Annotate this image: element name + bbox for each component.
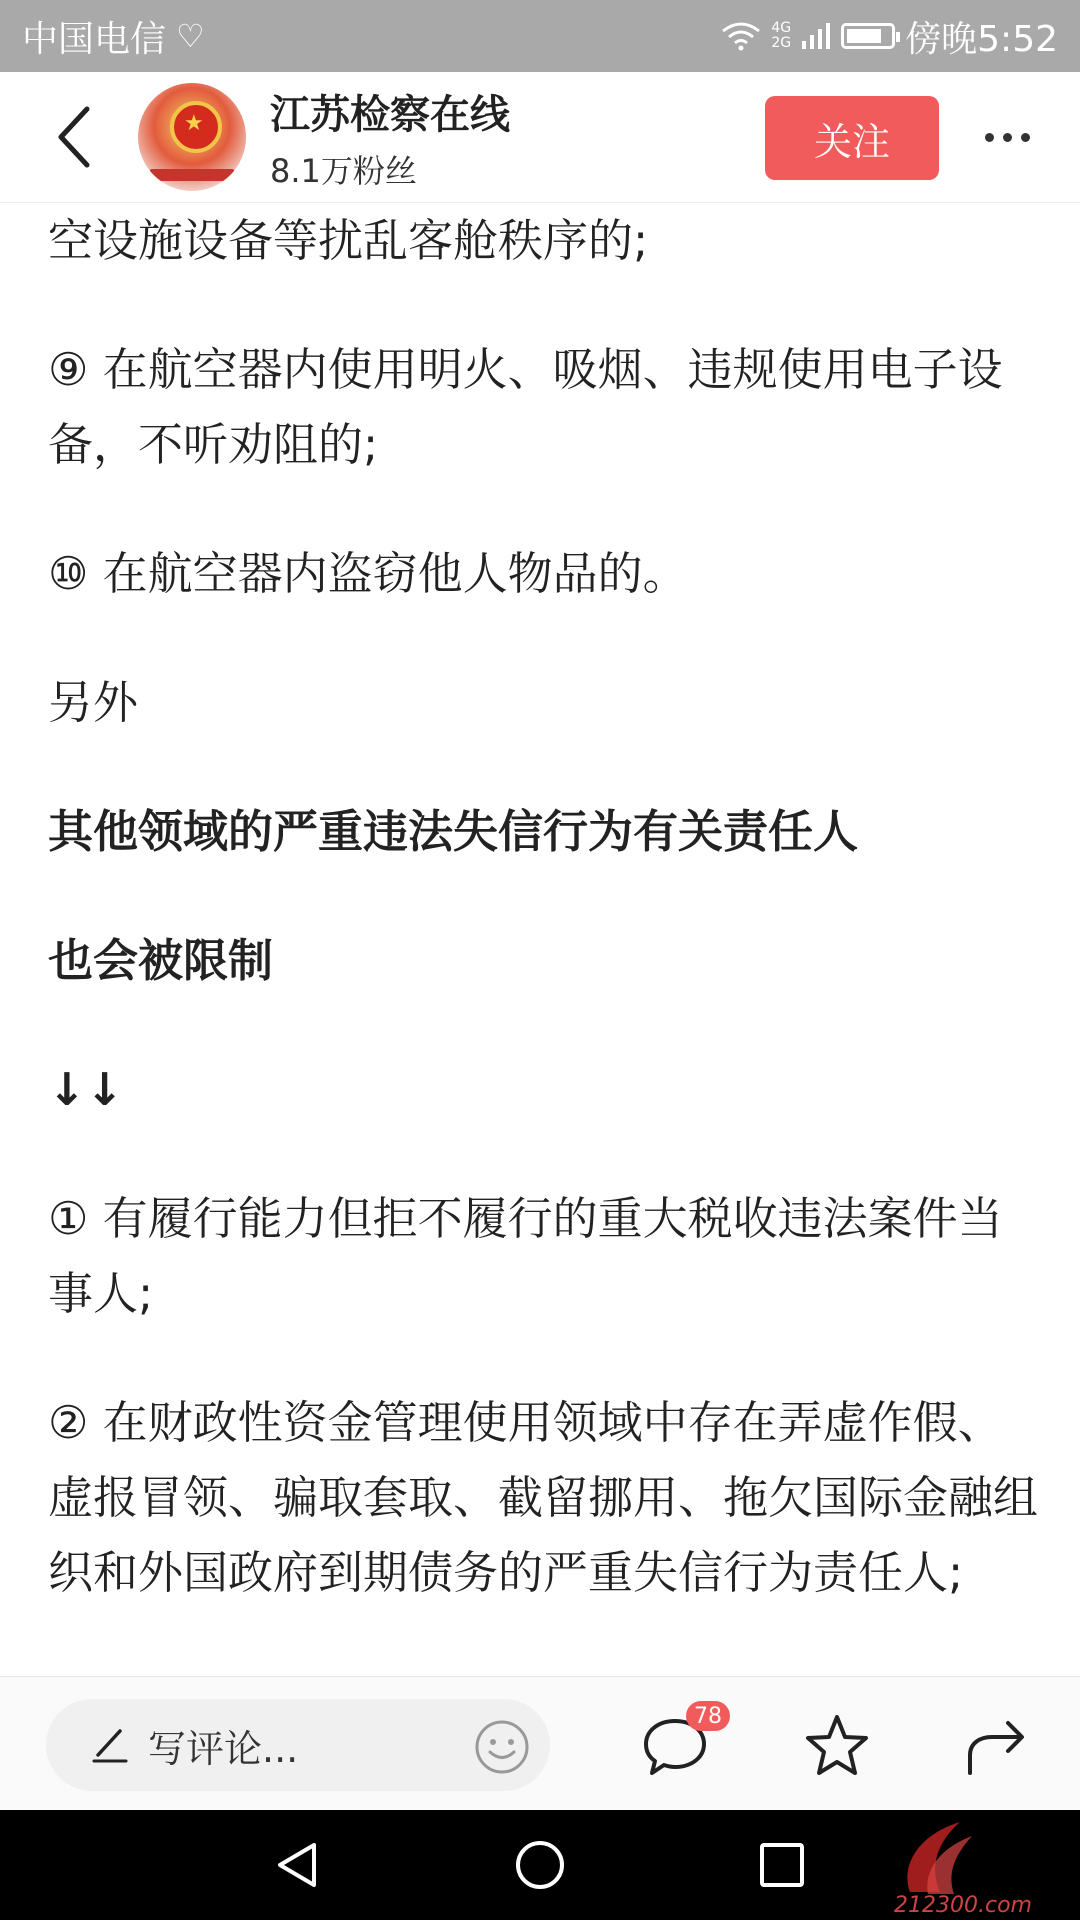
- article-paragraph: 另外: [48, 676, 139, 729]
- article-paragraph: ⑩ 在航空器内盗窃他人物品的。: [48, 547, 688, 600]
- more-dots-icon: [985, 133, 994, 142]
- network-type-bottom: 2G: [771, 35, 792, 51]
- watermark-text: 212300.com: [894, 1893, 1032, 1918]
- article-paragraph: ② 在财政性资金管理使用领域中存在弄虚作假、虚报冒领、骗取套取、截留挪用、拖欠国际金融组织和外国政府到期债务的严重失信行为责任人;: [48, 1396, 1038, 1599]
- article-paragraph-bold: 也会被限制: [48, 934, 274, 987]
- network-type-top: 4G: [771, 20, 792, 36]
- comment-count-badge: 78: [686, 1701, 730, 1731]
- emoji-icon[interactable]: [474, 1719, 530, 1775]
- signal-icon: [801, 21, 831, 51]
- pen-icon: [90, 1725, 130, 1765]
- comment-input[interactable]: [46, 1699, 550, 1791]
- share-icon[interactable]: [962, 1711, 1032, 1781]
- comment-placeholder: 写评论...: [148, 1726, 299, 1771]
- avatar-seal-icon: [150, 169, 234, 181]
- account-name: 江苏检察在线: [270, 91, 510, 138]
- wifi-icon: [721, 21, 761, 51]
- heart-icon: ♡: [176, 17, 205, 55]
- article-paragraph-bold: 其他领域的严重违法失信行为有关责任人: [48, 805, 859, 858]
- battery-icon: [841, 23, 895, 49]
- nav-back-icon[interactable]: [268, 1835, 328, 1895]
- status-bar: [0, 0, 1080, 72]
- article-paragraph: ① 有履行能力但拒不履行的重大税收违法案件当事人;: [48, 1192, 1003, 1320]
- nav-home-icon[interactable]: [510, 1835, 570, 1895]
- back-button[interactable]: [38, 102, 108, 172]
- watermark-logo: [880, 1814, 1050, 1918]
- procuratorate-emblem-icon: [170, 101, 222, 153]
- chevron-left-icon: [53, 105, 93, 169]
- article-paragraph: ⑨ 在航空器内使用明火、吸烟、违规使用电子设备，不听劝阻的;: [48, 343, 1003, 471]
- article-paragraph: 空设施设备等扰乱客舱秩序的;: [48, 214, 649, 267]
- nav-recents-icon[interactable]: [752, 1835, 812, 1895]
- article-header: [0, 72, 1080, 203]
- more-button[interactable]: [972, 112, 1042, 162]
- follow-button[interactable]: 关注: [765, 96, 939, 180]
- status-left: [22, 11, 205, 62]
- network-type: [771, 21, 791, 51]
- carrier-label: 中国电信: [22, 18, 167, 60]
- more-dots-icon: [1003, 133, 1012, 142]
- star-icon[interactable]: [802, 1711, 872, 1781]
- article-body: [48, 203, 1038, 1673]
- down-arrows: ↓↓: [48, 1063, 124, 1116]
- more-dots-icon: [1021, 133, 1030, 142]
- bottom-action-bar: [0, 1676, 1080, 1811]
- status-right: [721, 11, 1058, 62]
- avatar[interactable]: [138, 83, 246, 191]
- account-info[interactable]: [270, 83, 510, 192]
- clock: 傍晚5:52: [905, 18, 1058, 60]
- fans-count: 8.1万粉丝: [270, 151, 417, 190]
- system-navigation-bar: [0, 1810, 1080, 1920]
